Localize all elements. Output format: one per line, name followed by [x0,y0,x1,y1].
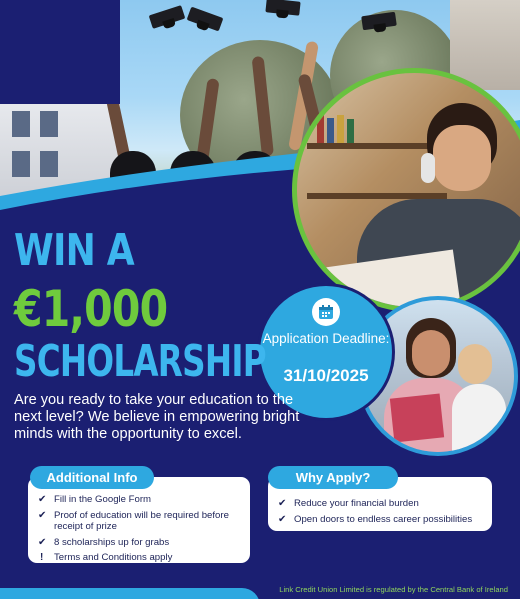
regulatory-note: Link Credit Union Limited is regulated by the Central Bank of Ireland [279,585,508,594]
headline-win: WIN A [14,225,134,276]
additional-info-title: Additional Info [30,466,154,489]
why-item-text: Reduce your financial burden [294,498,419,509]
list-item [38,537,242,549]
info-item-text: Terms and Conditions apply [54,552,173,563]
check-icon: ✔ [38,536,47,548]
info-item-text: Fill in the Google Form [54,494,152,505]
check-icon: ✔ [278,498,287,509]
why-item-text: Open doors to endless career possibilities [294,513,473,525]
list-item [38,552,242,564]
additional-info-card [28,477,250,563]
check-icon: ✔ [278,513,287,525]
additional-info-list [38,494,242,568]
headline-scholarship: SCHOLARSHIP [14,336,266,387]
check-icon: ✔ [38,509,47,521]
deadline-date: 31/10/2025 [283,366,369,385]
calendar-icon [312,298,340,326]
intro-text: Are you ready to take your education to the next level? We believe in empowering bright minds with the opportunity to excel. [14,392,300,442]
exclamation-icon: ! [40,552,44,563]
info-item-text: Proof of education will be required before receipt of prize [54,509,229,532]
list-item [278,514,484,526]
info-item-text: 8 scholarships up for grabs [54,536,170,548]
student-studying-photo [292,68,520,312]
why-apply-list [278,498,484,529]
footer-wave [0,588,260,599]
list-item [278,498,484,510]
check-icon: ✔ [38,494,47,505]
deadline-label: Application Deadline: [262,331,390,346]
headline-amount: €1,000 [14,280,168,338]
why-apply-title: Why Apply? [268,466,398,489]
list-item [38,510,242,533]
list-item [38,494,242,506]
